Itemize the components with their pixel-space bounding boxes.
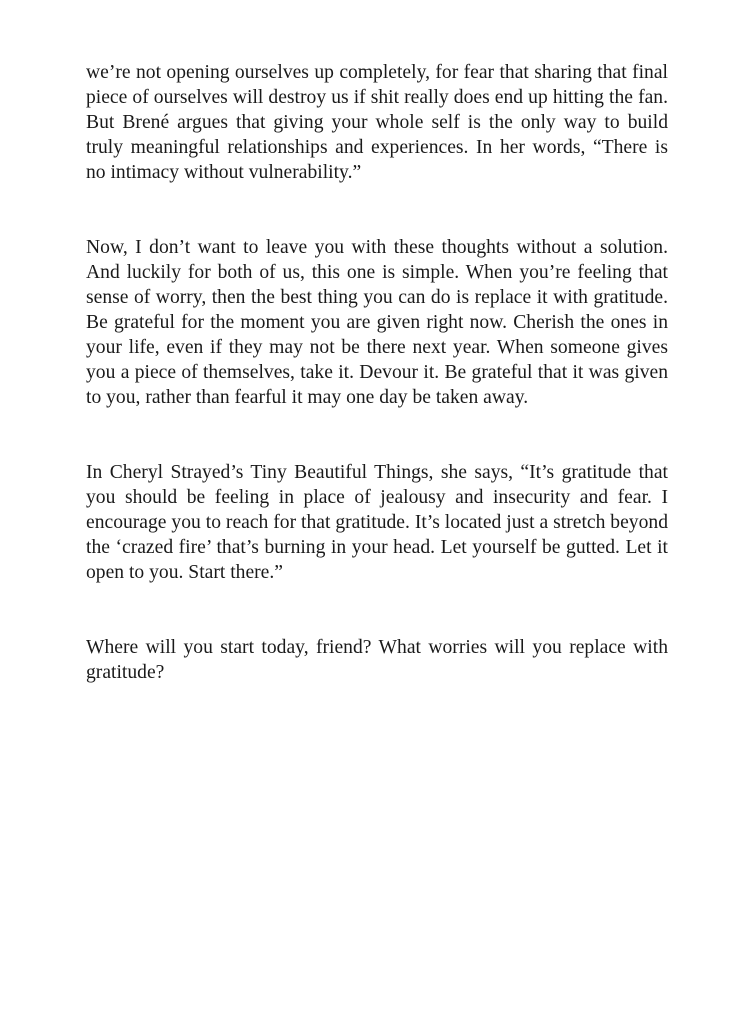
- paragraph-cheryl-strayed-quote: In Cheryl Strayed’s Tiny Beautiful Things, she says, “It’s gratitude that you should be feeling in place of jealousy and insecurity and fear. I encourage you to reach for that gratitude. It’s located just a stretch beyond the ‘crazed fire’ that’s burning in your head. Let yourself be gutted. Let it open to you. Start there.”: [86, 462, 668, 583]
- document-page: [86, 60, 668, 735]
- paragraph-closing-question: Where will you start today, friend? What worries will you replace with gratitude?: [86, 637, 668, 683]
- paragraph-gratitude-solution: Now, I don’t want to leave you with these thoughts without a solution. And luckily for both of us, this one is simple. When you’re feeling that sense of worry, then the best thing you can do is replace it with gratitude. Be grateful for the moment you are given right now. Cherish the ones in your life, even if they may not be there next year. When someone gives you a piece of themselves, take it. Devour it. Be grateful that it was given to you, rather than fearful it may one day be taken away.: [86, 237, 668, 408]
- paragraph-vulnerability: we’re not opening ourselves up completely, for fear that sharing that final piece of ourselves will destroy us if shit really does end up hitting the fan. But Brené argues that giving your whole self is the only way to build truly meaningful relationships and experiences. In her words, “There is no intimacy without vulnerability.”: [86, 62, 668, 183]
